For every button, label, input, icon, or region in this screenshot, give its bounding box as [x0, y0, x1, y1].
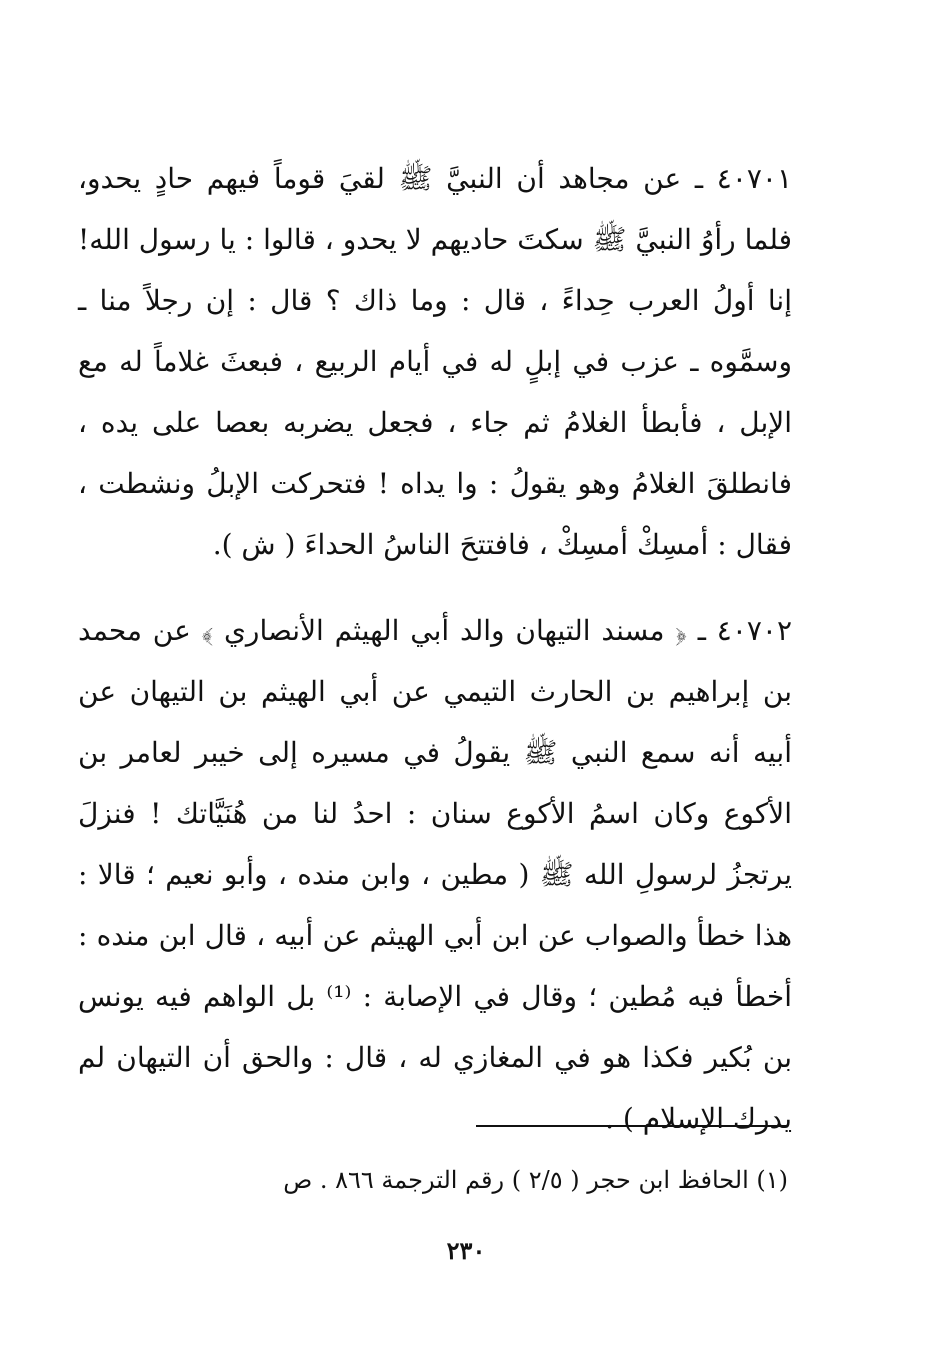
hadith-paragraph-40702: ٤٠٧٠٢ ـ ﴿ مسند التيهان والد أبي الهيثم الأنصاري ﴾ عن محمد بن إبراهيم بن الحارث التيمي عن أبي الهيثم بن التيهان عن أبيه أنه سمع النبي ﷺ يقولُ في مسيره إلى خيبر لعامر بن الأكوع وكان اسمُ الأكوع سنان : احدُ لنا من هُنَيَّاتك ! فنزلَ يرتجزُ لرسولِ الله ﷺ ( مطين ، وابن منده ، وأبو نعيم ؛ قالا : هذا خطأ والصواب عن ابن أبي الهيثم عن أبيه ، قال ابن منده : أخطأ فيه مُطين ؛ وقال في الإصابة : ⁽¹⁾ بل الواهم فيه يونس بن بُكير فكذا هو في المغازي له ، قال : والحق أن التيهان لم يدرك الإسلام ) . — [78, 614, 792, 1135]
page-number: ٢٣٠ — [446, 1236, 486, 1265]
hadith-paragraph-40701: ٤٠٧٠١ ـ عن مجاهد أن النبيَّ ﷺ لقيَ قوماً فيهم حادٍ يحدو، فلما رأوُ النبيَّ ﷺ سكتَ حاديهم لا يحدو ، قالوا : يا رسول الله! إنا أولُ العرب حِداءً ، قال : وما ذاك ؟ قال : إن رجلاً منا ـ وسمَّوه ـ عزب في إبلٍ له في أيام الربيع ، فبعثَ غلاماً له مع الإبل ، فأبطأ الغلامُ ثم جاء ، فجعل يضربه بعصا على يده ، فانطلقَ الغلامُ وهو يقولُ : وا يداه ! فتحركت الإبلُ ونشطت ، فقال : أمسِكْ أمسِكْ ، فافتتحَ الناسُ الحداءَ ( ش ). — [78, 162, 792, 561]
footnote: (١) الحافظ ابن حجر ( ٢/٥ ) رقم الترجمة ٨٦٦ . ص — [283, 1166, 788, 1194]
footnote-divider — [476, 1125, 788, 1127]
